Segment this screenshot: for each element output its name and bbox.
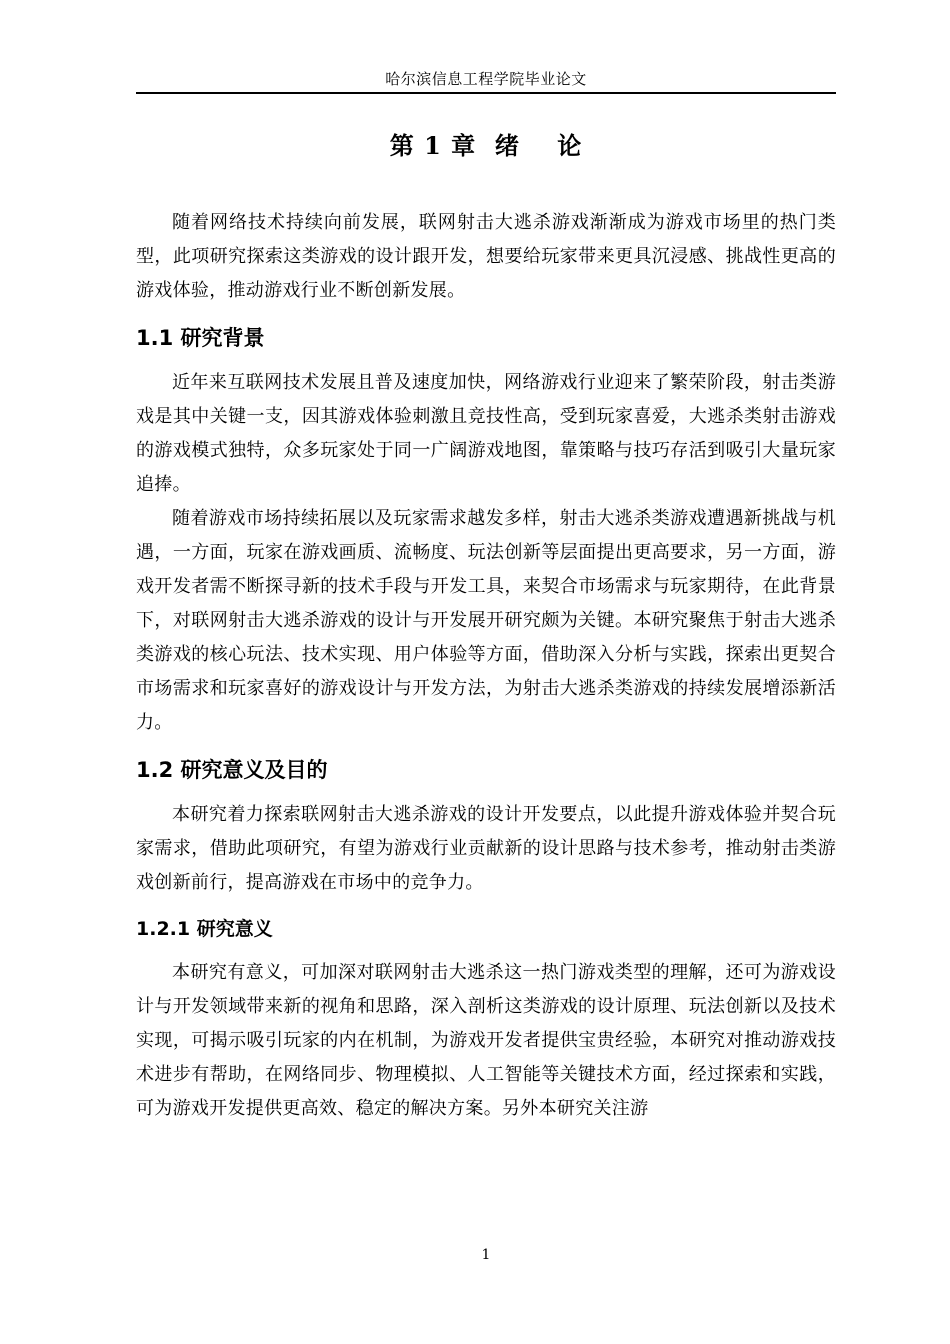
running-header: 哈尔滨信息工程学院毕业论文 bbox=[385, 70, 587, 88]
spacer bbox=[136, 308, 836, 324]
subsection-heading-1-2-1: 1.2.1 研究意义 bbox=[136, 918, 273, 940]
header-rule bbox=[136, 92, 836, 94]
background-paragraph-2: 随着游戏市场持续拓展以及玩家需求越发多样，射击大逃杀类游戏遭遇新挑战与机遇，一方面，玩家在游戏画质、流畅度、玩法创新等层面提出更高要求，另一方面，游戏开发者需不断探寻新的技术手段与开发工具，来契合市场需求与玩家期待，在此背景下，对联网射击大逃杀游戏的设计与开发展开研究颇为关键。本研究聚焦于射击大逃杀类游戏的核心玩法、技术实现、用户体验等方面，借助深入分析与实践，探索出更契合市场需求和玩家喜好的游戏设计与开发方法，为射击大逃杀类游戏的持续发展增添新活力。 bbox=[136, 508, 836, 733]
background-paragraph-1: 近年来互联网技术发展且普及速度加快，网络游戏行业迎来了繁荣阶段，射击类游戏是其中关键一支，因其游戏体验刺激且竞技性高，受到玩家喜爱，大逃杀类射击游戏的游戏模式独特，众多玩家处于同一广阔游戏地图，靠策略与技巧存活到吸引大量玩家追捧。 bbox=[136, 372, 836, 495]
section-heading-1-1: 1.1 研究背景 bbox=[136, 326, 265, 350]
chapter-title: 第 1 章 绪 论 bbox=[389, 131, 583, 160]
intro-paragraph: 随着网络技术持续向前发展，联网射击大逃杀游戏渐渐成为游戏市场里的热门类型，此项研究探索这类游戏的设计跟开发，想要给玩家带来更具沉浸感、挑战性更高的游戏体验，推动游戏行业不断创新发展。 bbox=[136, 212, 836, 301]
body-content bbox=[136, 206, 836, 1126]
spacer bbox=[136, 352, 836, 366]
spacer bbox=[136, 942, 836, 956]
spacer bbox=[136, 740, 836, 756]
spacer bbox=[136, 784, 836, 798]
section-heading-1-2: 1.2 研究意义及目的 bbox=[136, 758, 328, 782]
significance-paragraph: 本研究有意义，可加深对联网射击大逃杀这一热门游戏类型的理解，还可为游戏设计与开发领域带来新的视角和思路，深入剖析这类游戏的设计原理、玩法创新以及技术实现，可揭示吸引玩家的内在机制，为游戏开发者提供宝贵经验，本研究对推动游戏技术进步有帮助，在网络同步、物理模拟、人工智能等关键技术方面，经过探索和实践，可为游戏开发提供更高效、稳定的解决方案。另外本研究关注游 bbox=[136, 962, 836, 1119]
page-number: 1 bbox=[481, 1247, 491, 1263]
significance-purpose-paragraph: 本研究着力探索联网射击大逃杀游戏的设计开发要点，以此提升游戏体验并契合玩家需求，借助此项研究，有望为游戏行业贡献新的设计思路与技术参考，推动射击类游戏创新前行，提高游戏在市场中的竞争力。 bbox=[136, 804, 836, 893]
spacer bbox=[136, 900, 836, 916]
